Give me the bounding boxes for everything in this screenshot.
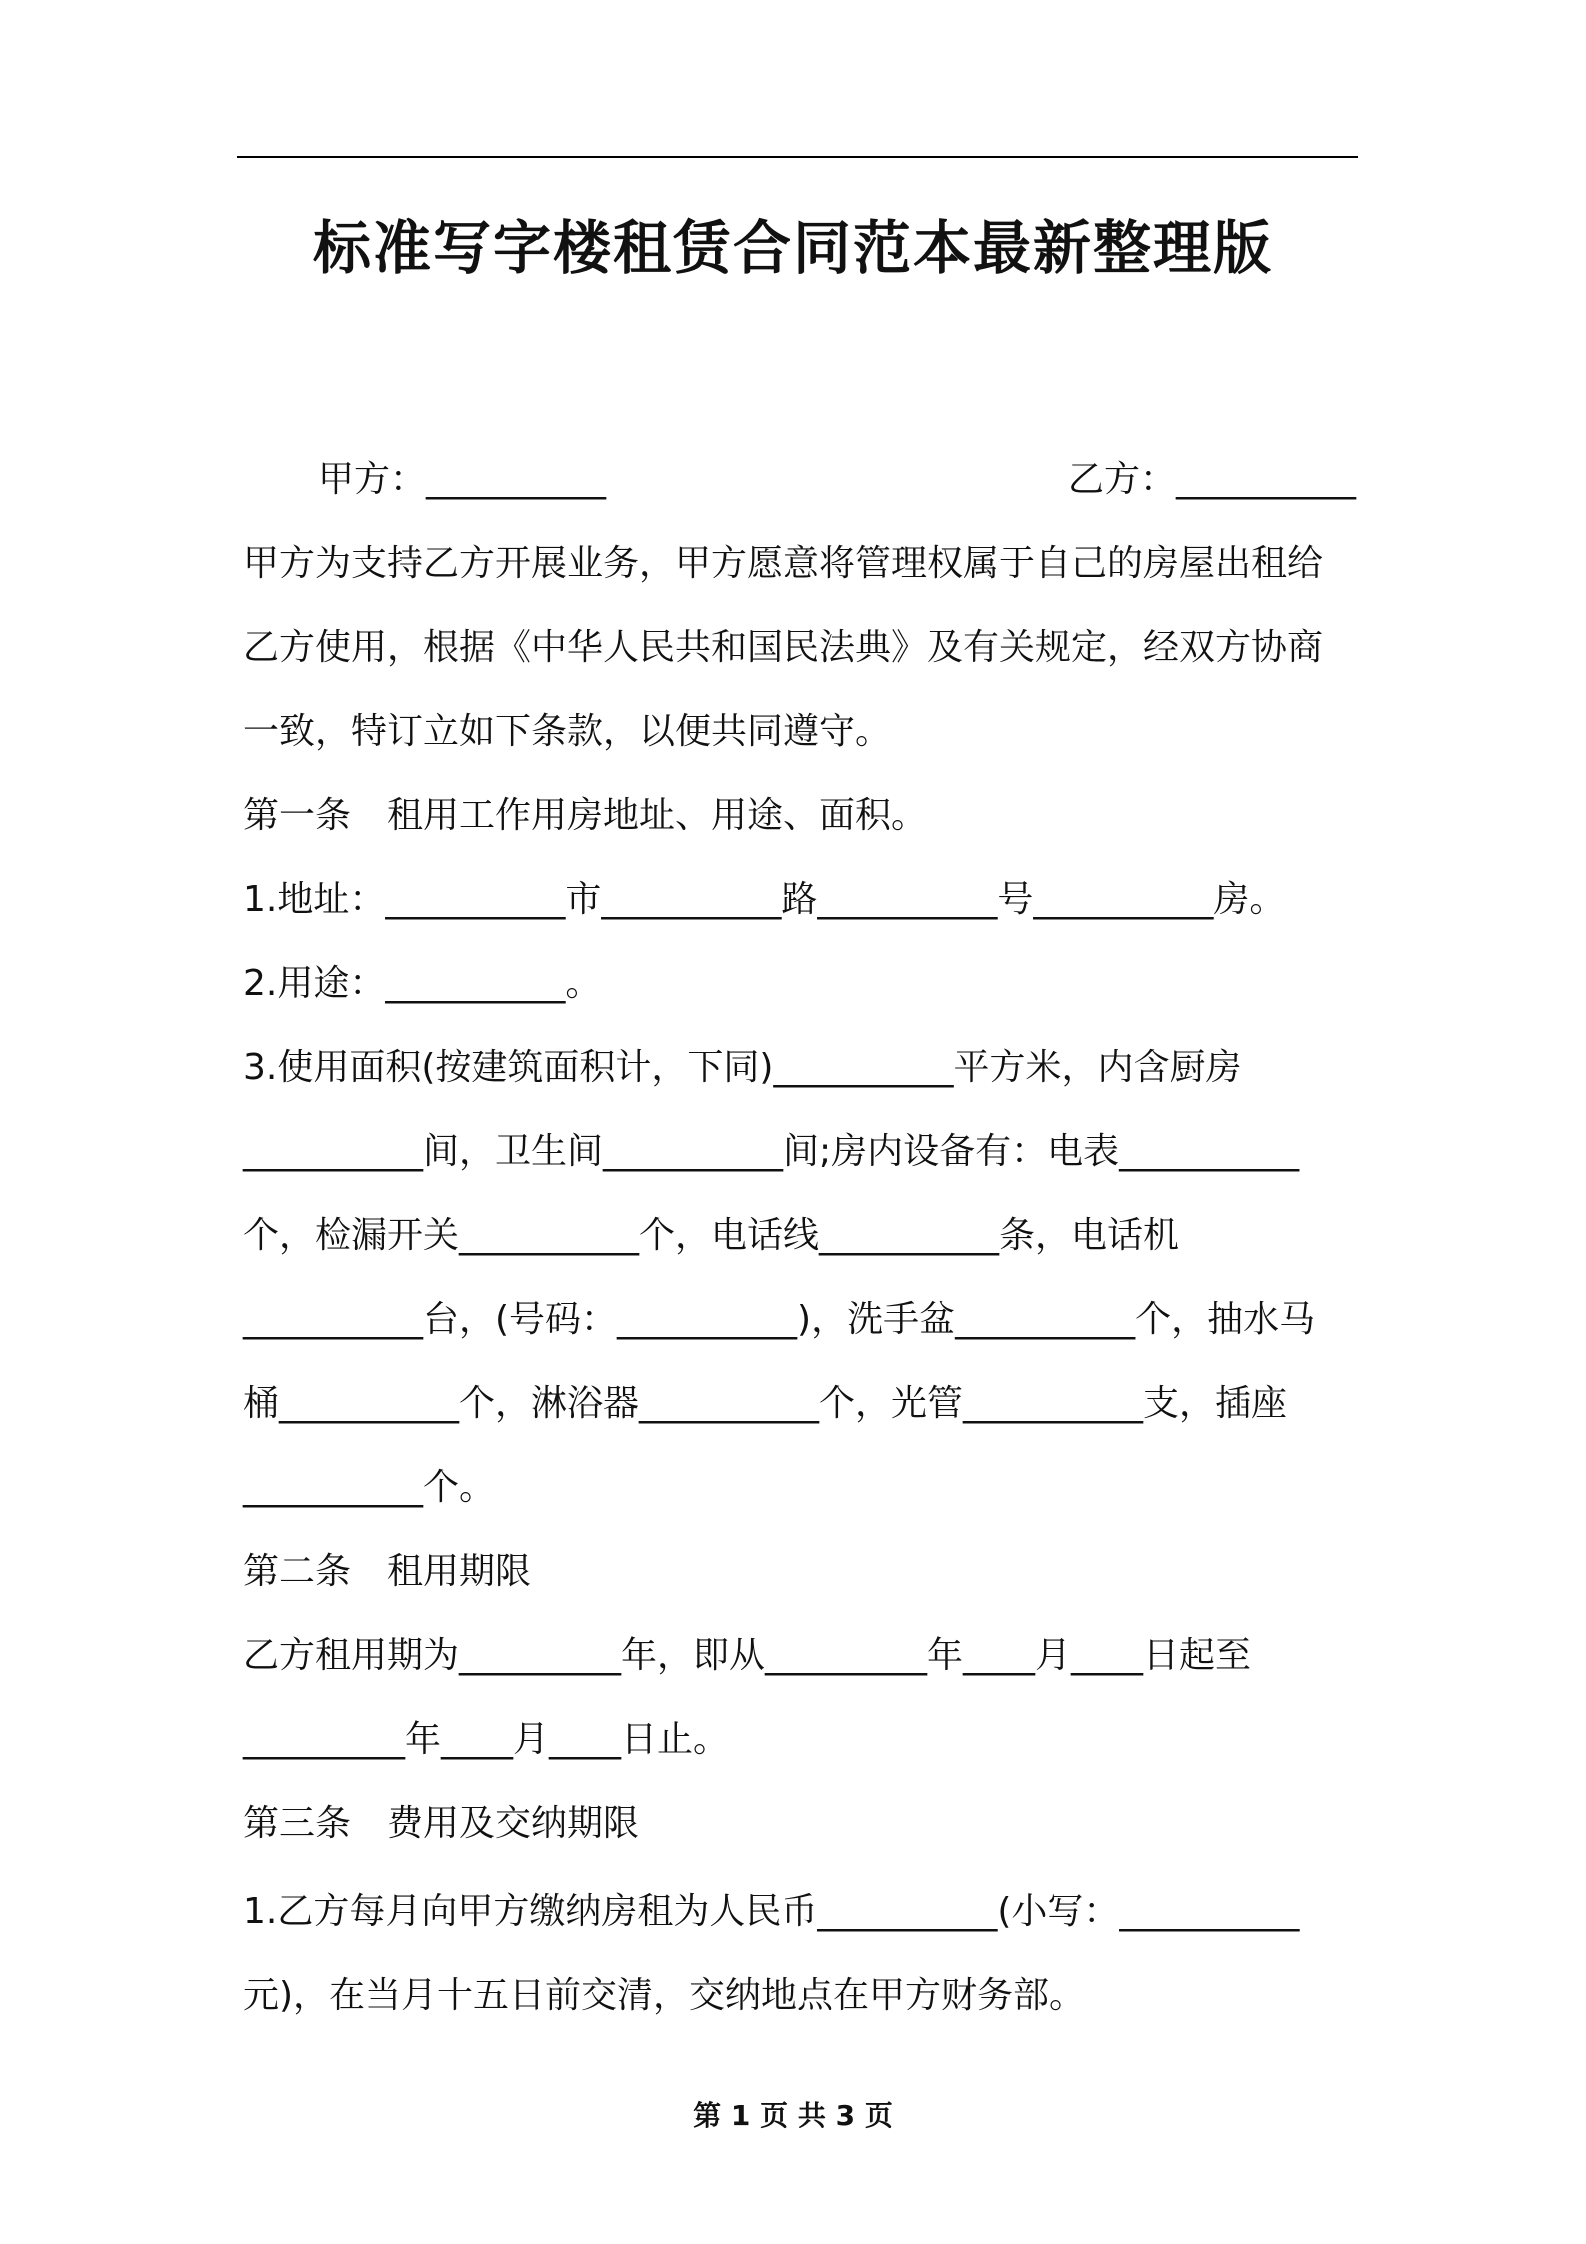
- body-line: 乙方租用期为_________年，即从_________年____月____日起至: [243, 1635, 1252, 1676]
- body-line: 桶__________个，淋浴器__________个，光管__________支，插座: [243, 1383, 1288, 1424]
- body-line: 1.乙方每月向甲方缴纳房租为人民币__________(小写：__________: [243, 1891, 1300, 1932]
- document-title: 标准写字楼租赁合同范本最新整理版: [312, 214, 1273, 282]
- body-line: 一致，特订立如下条款，以便共同遵守。: [243, 711, 892, 752]
- party-b-field: 乙方：__________: [1067, 459, 1356, 500]
- header-rule: [237, 156, 1358, 158]
- body-line: __________间，卫生间__________间;房内设备有：电表__________: [243, 1131, 1300, 1172]
- article-heading: 第二条 租用期限: [243, 1551, 532, 1592]
- body-line: 1.地址：__________市__________路__________号__________房。: [243, 879, 1286, 920]
- body-line: __________个。: [243, 1467, 496, 1508]
- body-line: 3.使用面积(按建筑面积计，下同)__________平方米，内含厨房: [243, 1047, 1242, 1088]
- page-number: 第 1 页 共 3 页: [693, 2099, 893, 2132]
- body-line: __________台，(号码：__________)，洗手盆__________个，抽水马: [243, 1299, 1316, 1340]
- body-line: 乙方使用，根据《中华人民共和国民法典》及有关规定，经双方协商: [243, 627, 1324, 668]
- body-line: 个，检漏开关__________个，电话线__________条，电话机: [243, 1215, 1180, 1256]
- body-line: _________年____月____日止。: [243, 1719, 730, 1760]
- body-line: 甲方为支持乙方开展业务，甲方愿意将管理权属于自己的房屋出租给: [243, 543, 1324, 584]
- article-heading: 第三条 费用及交纳期限: [243, 1803, 640, 1844]
- party-a-field: 甲方：__________: [318, 459, 607, 500]
- body-line: 2.用途：__________。: [243, 963, 602, 1004]
- article-heading: 第一条 租用工作用房地址、用途、面积。: [243, 795, 928, 836]
- body-line: 元)，在当月十五日前交清，交纳地点在甲方财务部。: [243, 1975, 1086, 2016]
